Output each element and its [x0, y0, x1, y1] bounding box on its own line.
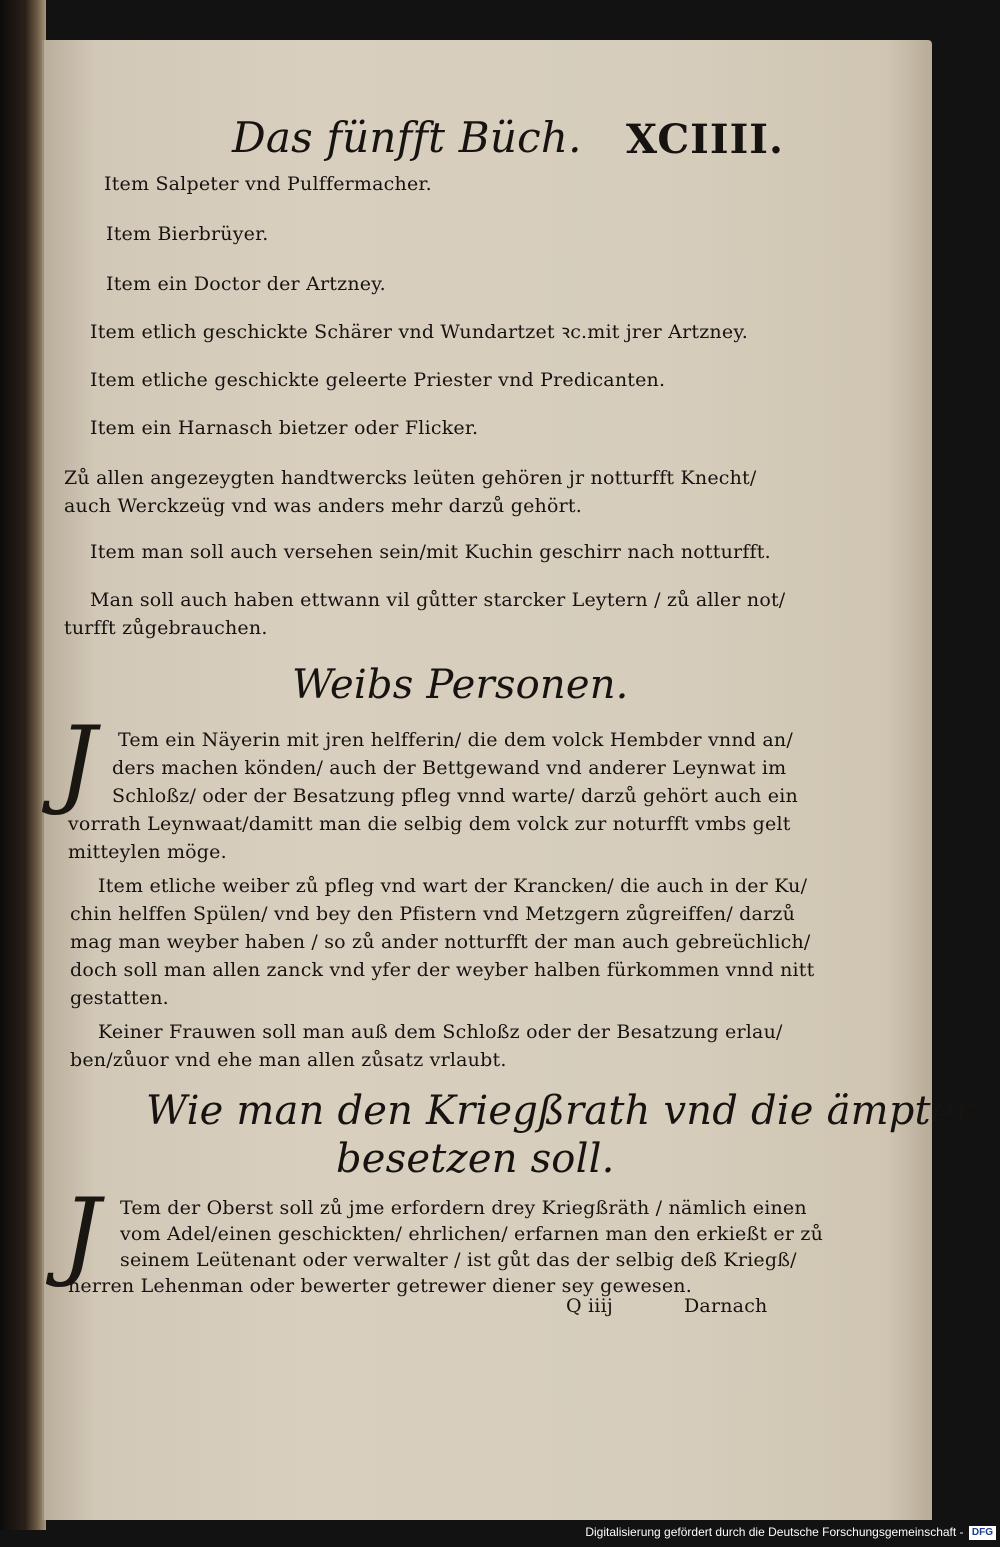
- paragraph-line: Tem der Oberst soll zů jme erfordern drey Kriegßräth / nämlich einen: [120, 1197, 807, 1219]
- paragraph-line: Schloßz/ oder der Besatzung pfleg vnnd warte/ darzů gehört auch ein: [112, 785, 798, 807]
- paragraph-line: mitteylen möge.: [68, 841, 227, 863]
- paragraph-line: gestatten.: [70, 987, 169, 1009]
- drop-cap-initial: J: [58, 706, 97, 818]
- paragraph-line: Tem ein Näyerin mit jren helfferin/ die dem volck Hembder vnnd an/: [118, 729, 793, 751]
- paragraph-line: vorrath Leynwaat/damitt man die selbig dem volck zur noturfft vmbs gelt: [68, 813, 791, 835]
- section-heading-weibs-personen: Weibs Personen.: [292, 662, 629, 708]
- paragraph-line: turfft zůgebrauchen.: [64, 617, 268, 639]
- paragraph-line: doch soll man allen zanck vnd yfer der weyber halben fürkommen vnnd nitt: [70, 959, 815, 981]
- item-line: Item Bierbrüyer.: [106, 223, 269, 245]
- folio-number: XCIIII.: [626, 116, 784, 163]
- paragraph-line: ben/zůuor vnd ehe man allen zůsatz vrlaubt.: [70, 1049, 507, 1071]
- paragraph-line: Zů allen angezeygten handtwercks leüten gehören jr notturfft Knecht/: [64, 467, 757, 489]
- item-line: Item etliche geschickte geleerte Priester vnd Predicanten.: [90, 369, 666, 391]
- paragraph-line: Item etliche weiber zů pfleg vnd wart der Krancken/ die auch in der Ku/: [98, 875, 808, 897]
- item-line: Item ein Harnasch bietzer oder Flicker.: [90, 417, 479, 439]
- credit-text: Digitalisierung gefördert durch die Deutsche Forschungsgemeinschaft -: [585, 1525, 964, 1539]
- item-line: Item Salpeter vnd Pulffermacher.: [104, 173, 432, 195]
- paragraph-kuchin: Item man soll auch versehen sein/mit Kuchin geschirr nach notturfft.: [90, 541, 771, 563]
- dfg-logo: DFG: [969, 1526, 996, 1540]
- paragraph-line: Keiner Frauwen soll man auß dem Schloßz oder der Besatzung erlau/: [98, 1021, 783, 1043]
- running-title: Das fünfft Büch.: [232, 113, 582, 162]
- drop-cap-initial: J: [62, 1178, 101, 1290]
- heading-line: Wie man den Kriegßrath vnd die ämpter: [146, 1088, 975, 1134]
- item-line: Item ein Doctor der Artzney.: [106, 273, 386, 295]
- paragraph-line: mag man weyber haben / so zů ander notturfft der man auch gebreüchlich/: [70, 931, 811, 953]
- paragraph-line: auch Werckzeüg vnd was anders mehr darzů gehört.: [64, 495, 582, 517]
- paragraph-line: ders machen könden/ auch der Bettgewand vnd anderer Leynwat im: [112, 757, 787, 779]
- paragraph-line: Man soll auch haben ettwann vil gůtter starcker Leytern / zů aller not/: [90, 589, 786, 611]
- paragraph-line: chin helffen Spülen/ vnd bey den Pfistern vnd Metzgern zůgreiffen/ darzů: [70, 903, 796, 925]
- item-line: Item etlich geschickte Schärer vnd Wundartzet ꝛc.mit jrer Artzney.: [90, 321, 748, 343]
- heading-line: besetzen soll.: [336, 1136, 615, 1182]
- catchword: Darnach: [684, 1295, 768, 1317]
- paragraph-line: seinem Leütenant oder verwalter / ist gůt das der selbig deß Kriegß/: [120, 1249, 797, 1271]
- paragraph-line: herren Lehenman oder bewerter getrewer diener sey gewesen.: [68, 1275, 692, 1297]
- digitization-credit: [585, 1522, 996, 1542]
- book-spine-edge: [0, 0, 46, 1530]
- paragraph-line: vom Adel/einen geschickten/ ehrlichen/ erfarnen man den erkießt er zů: [120, 1223, 824, 1245]
- signature-mark: Q iiij: [566, 1295, 613, 1317]
